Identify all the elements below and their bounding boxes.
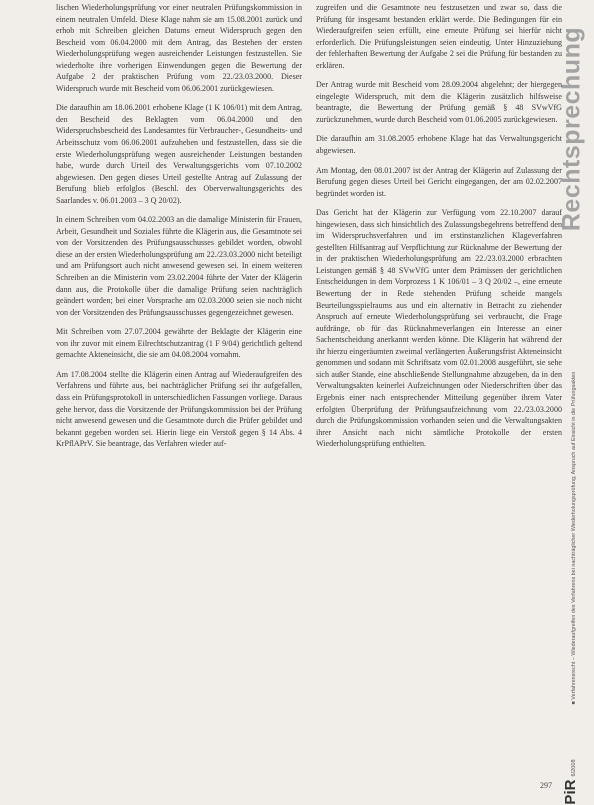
section-title: Rechtsprechung [557,26,586,232]
paragraph: Am Montag, den 08.01.2007 ist der Antrag der Klägerin auf Zulassung der Berufung gegen dieses Urteil bei Gericht eingegangen, der am 02.02.2007 begründet worden ist. [316,165,562,198]
left-text-column [56,2,302,458]
paragraph: Die daraufhin am 31.08.2005 erhobene Klage hat das Verwaltungsgericht abgewiesen. [316,134,562,156]
journal-mark [556,760,586,804]
paragraph: Die daraufhin am 18.06.2001 erhobene Klage (1 K 106/01) mit dem Antrag, den Bescheid des Beklagten vom 06.04.2000 und den Widerspruchsbescheid des Landesamtes für Verbraucher-, Gesundheits- und Arbeitsschutz vom 06.06.2001 aufzuheben und festzustellen, dass sie die erste Wiederholungsprüfung wegen ausreichender Leistungen bestanden habe, wurde durch Urteil des Verwaltungsgerichts vom 07.10.2002 abgewiesen. Den gegen dieses Urteil gestellte Antrag auf Zulassung der Berufung blieb erfolglos (Beschl. des Oberverwaltungsgerichts des Saarlandes v. 06.01.2003 – 3 Q 20/02). [56,103,302,205]
paragraph: zugreifen und die Gesamtnote neu festzusetzen und zwar so, dass die Prüfung für insgesamt bestanden erklärt werde. Die Bedingungen für ein Wiederaufgreifen seien erfüllt, eine erneute Prüfung sei hierfür nicht erforderlich. Die Prüfungsleistungen seien eindeutig. Unter Hinzuziehung der fehlerhaften Bewertung der Aufgabe 2 sei die Prüfung für bestanden zu erklären. [316,3,562,70]
journal-brand: PiR [562,779,579,805]
paragraph: lischen Wiederholungsprüfung vor einer neutralen Prüfungskommission in einem neutralen Umfeld. Diese Klage nahm sie am 15.08.2001 zurück und erhob mit Schreiben gleichen Datums erneut Widerspruch gegen den Bescheid vom 06.04.2000 mit dem Antrag, das Bestehen der ersten Wiederholungsprüfung wegen ausreichender Leistungen festzustellen. Sie wiederholte ihre vorherigen Einwendungen gegen die Bewertung der Aufgabe 2 der praktischen Prüfung vom 22./23.03.2000. Dieser Widerspruch wurde mit Bescheid vom 06.06.2001 zurückgewiesen. [56,3,302,93]
article-topic-vertical [568,318,580,758]
section-title-vertical [558,14,586,244]
paragraph: In einem Schreiben vom 04.02.2003 an die damalige Ministerin für Frauen, Arbeit, Gesundheit und Soziales führte die Klägerin aus, die Gesamtnote sei von der Vorsitzenden des Prüfungsausschusses gebildet worden, obwohl diese an der ersten Wiederholungsprüfung am 22./23.03.2000 nicht beteiligt und am Prüfungsort auch nicht anwesend gewesen sei. In einem weiteren Schreiben an die Ministerin vom 23.02.2004 führte der Vater der Klägerin dann aus, die Protokolle über die damalige Prüfung seien nachträglich geändert worden; bei einer Vorsprache am 02.03.2000 seien sie noch nicht von der Vorsitzenden des Prüfungsausschusses gegengezeichnet gewesen. [56,215,302,317]
right-text-column [316,2,562,458]
paragraph: Das Gericht hat der Klägerin zur Verfügung vom 22.10.2007 darauf hingewiesen, dass sich hinsichtlich des Zulassungsbegehrens betreffend den im Widerspruchsverfahren und im erstinstanzlichen Klageverfahren gestellten Hilfsantrag auf Verpflichtung zur Rücknahme der Bewertung der in der praktischen Wiederholungsprüfung am 22./23.03.2000 erbrachten Leistungen gemäß § 48 SVwVfG unter dem Prämissen der gerichtlichen Entscheidungen in dem Vorprozess 1 K 106/01 – 3 Q 20/02 –, eine erneute Bewertung der in Rede stehenden Prüfung scheide mangels Beurteilungsspielraums aus und ein alternativ in Betracht zu ziehender Anspruch auf erneute Wiederholungsprüfung sei verbraucht, die Frage aufdränge, ob für das Rücknahmeverlangen ein Interesse an einer Sachentscheidung anerkannt werden könne. Die Klägerin hat während der ihr hierzu eingeräumten zweimal verlängerten Äußerungsfrist Akteneinsicht genommen und sodann mit Schriftsatz vom 02.01.2008 ausgeführt, sie sehe sich außer Stande, eine abschließende Stellungnahme abzugeben, da in den Verwaltungsakten keinerlei Aufzeichnungen oder Niederschriften über das Ergebnis einer nach entsprechender Mitteilung gegenüber ihrem Vater erfolgten Überprüfung der Prüfungsaufzeichnung vom 22./23.03.2000 durch die Prüfungskommission vorhanden seien und die Verwaltungsakten ihrer Ansicht nach nicht sämtliche Protokolle der ersten Wiederholungsprüfung enthielten. [316,208,562,449]
article-topic: ■ Verfahrensrecht – Wiederaufgreifen des Verfahrens bei nachträglicher Wiederholungsprüfung; Anspruch auf Einsicht in die Prüfungsakten [571,371,577,705]
paragraph: Am 17.08.2004 stellte die Klägerin einen Antrag auf Wiederaufgreifen des Verfahrens und führte aus, bei nachträglicher Prüfung sei ihr aufgefallen, dass ein Prüfungsprotokoll in unterschiedlichen Fassungen vorliege. Daraus gehe hervor, dass die Vorsitzende der Prüfungskommission bei der Prüfung nicht anwesend gewesen und die Gesamtnote durch die Prüfer gebildet und bekannt gegeben worden sei. Hierin liege ein Verstoß gegen § 14 Abs. 4 KrPflAPrV. Sie beantrage, das Verfahren wieder auf- [56,369,302,449]
paragraph: Der Antrag wurde mit Bescheid vom 28.09.2004 abgelehnt; der hiergegen eingelegte Widerspruch, mit dem die Klägerin zusätzlich hilfsweise beantragte, die Bewertung der Prüfung gemäß § 48 SVwVfG zurückzunehmen, wurde durch Bescheid vom 01.06.2005 zurückgewiesen. [316,80,562,124]
journal-mark-inner [562,759,580,804]
journal-issue: 6/2008 [571,759,577,777]
page-number: 297 [540,781,552,790]
paragraph: Mit Schreiben vom 27.07.2004 gewährte der Beklagte der Klägerin eine von ihr zuvor mit einem Eilrechtschutzantrag (1 F 9/04) gerichtlich geltend gemachte Akteneinsicht, die sie am 04.08.2004 vornahm. [56,327,302,360]
